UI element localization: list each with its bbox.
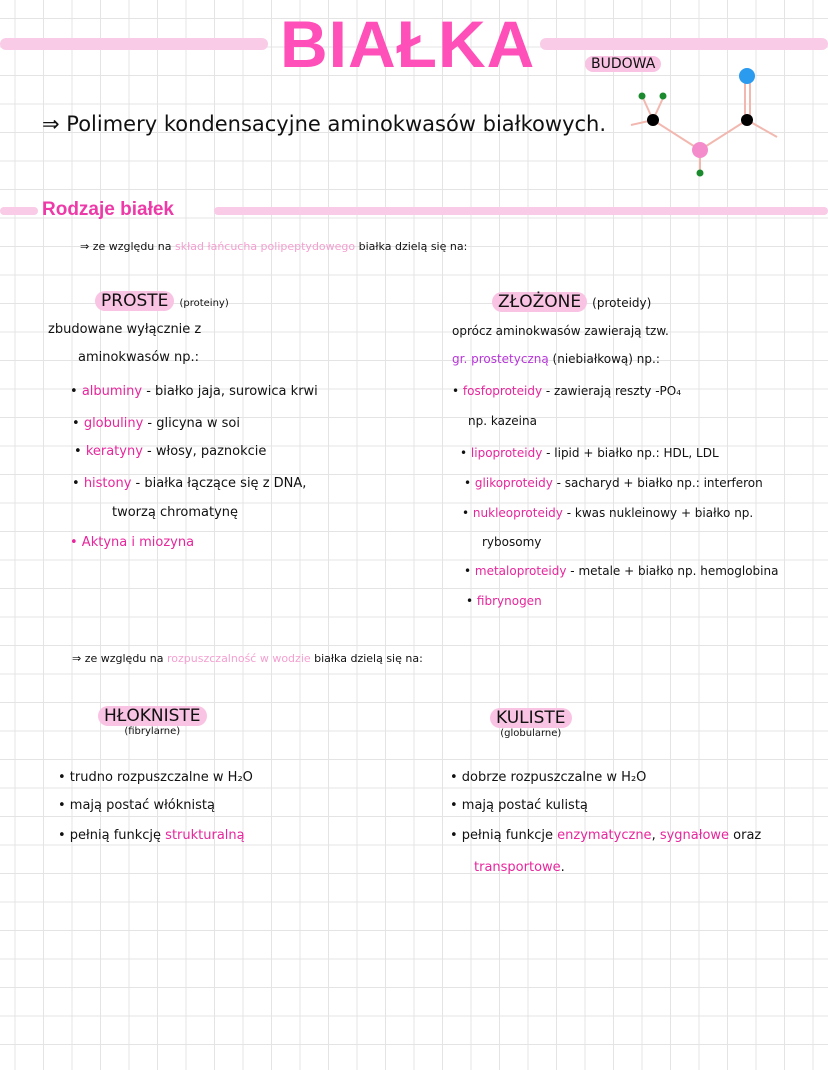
highlighted-term: fosfoproteidy bbox=[462, 384, 543, 398]
text-segment: ⇒ ze względu na bbox=[80, 240, 175, 253]
alpha-carbon-atom bbox=[692, 142, 708, 158]
text-segment: - białka łączące się z DNA, bbox=[131, 476, 307, 491]
text-segment: . bbox=[560, 860, 565, 875]
text-segment: - zawierają reszty -PO₄ bbox=[542, 384, 682, 398]
list-item bbox=[464, 564, 778, 578]
complex-heading-note: (proteidy) bbox=[592, 296, 652, 310]
text-segment: - białko jaja, surowica krwi bbox=[142, 384, 318, 399]
highlighted-term: glikoproteidy bbox=[474, 476, 553, 490]
list-item bbox=[450, 828, 761, 843]
fibrous-heading bbox=[98, 706, 207, 737]
highlighted-term: nukleoproteidy bbox=[472, 506, 563, 520]
text-segment: - włosy, paznokcie bbox=[142, 444, 267, 459]
highlighted-term: sygnałowe bbox=[659, 828, 730, 843]
list-item bbox=[72, 476, 306, 491]
title-band-right bbox=[540, 38, 828, 50]
list-item bbox=[450, 770, 646, 785]
list-item bbox=[462, 506, 753, 520]
text-segment: • trudno rozpuszczalne w H₂O bbox=[58, 770, 253, 785]
intro-line bbox=[42, 112, 606, 136]
hydrogen-atom bbox=[639, 93, 646, 100]
text-segment: • mają postać włóknistą bbox=[58, 798, 215, 813]
text-segment: - sacharyd + białko np.: interferon bbox=[552, 476, 763, 490]
text-segment: ⇒ bbox=[42, 112, 67, 136]
page-title: BIAŁKA bbox=[280, 7, 536, 81]
simple-heading bbox=[95, 291, 229, 311]
text-segment: oraz bbox=[729, 828, 762, 843]
highlighted-term: • Aktyna i miozyna bbox=[70, 535, 195, 550]
complex-heading bbox=[492, 292, 651, 312]
list-item bbox=[466, 594, 542, 608]
division-criterion-1 bbox=[80, 240, 467, 253]
text-segment: • bbox=[464, 476, 475, 490]
list-item bbox=[464, 476, 763, 490]
text-segment: • bbox=[72, 416, 84, 431]
text-segment: • bbox=[72, 476, 84, 491]
fibrous-heading-note: (fibrylarne) bbox=[124, 726, 181, 737]
text-segment: • mają postać kulistą bbox=[450, 798, 588, 813]
list-item bbox=[70, 384, 318, 399]
highlighted-term: keratyny bbox=[85, 444, 143, 459]
fibrous-heading-text: HŁOKNISTE bbox=[98, 706, 207, 726]
text-segment: aminokwasów np.: bbox=[78, 350, 200, 365]
list-item bbox=[70, 535, 194, 550]
highlighted-term: albuminy bbox=[81, 384, 143, 399]
list-item bbox=[58, 828, 245, 843]
list-item bbox=[48, 322, 201, 337]
highlighted-term: lipoproteidy bbox=[470, 446, 543, 460]
hydrogen-atom bbox=[660, 93, 667, 100]
highlighted-term: strukturalną bbox=[165, 828, 245, 843]
text-segment: • pełnią funkcję bbox=[58, 828, 166, 843]
complex-heading-text: ZŁOŻONE bbox=[492, 292, 587, 312]
simple-heading-text: PROSTE bbox=[95, 291, 174, 311]
text-segment: • bbox=[452, 384, 463, 398]
globular-heading-note: (globularne) bbox=[500, 728, 562, 739]
text-segment: zbudowane wyłącznie z bbox=[48, 322, 202, 337]
section-title: Rodzaje białek bbox=[42, 199, 174, 220]
division-criterion-2 bbox=[72, 652, 423, 665]
globular-heading-text: KULISTE bbox=[490, 708, 572, 728]
highlighted-term: histony bbox=[83, 476, 132, 491]
list-item bbox=[468, 414, 537, 428]
list-item bbox=[452, 324, 669, 338]
highlighted-term: enzymatyczne bbox=[557, 828, 652, 843]
text-segment: • dobrze rozpuszczalne w H₂O bbox=[450, 770, 647, 785]
section-band-right bbox=[214, 207, 828, 215]
text-segment: oprócz aminokwasów zawierają tzw. bbox=[452, 324, 669, 338]
oxygen-atom bbox=[739, 68, 755, 84]
highlighted-term: rozpuszczalność w wodzie bbox=[167, 652, 311, 665]
simple-heading-note: (proteiny) bbox=[179, 298, 229, 309]
text-segment: - glicyna w soi bbox=[143, 416, 240, 431]
structure-label-text: BUDOWA bbox=[585, 56, 661, 72]
list-item bbox=[452, 384, 681, 398]
list-item bbox=[112, 505, 238, 520]
text-segment: , bbox=[651, 828, 660, 843]
highlighted-term: fibrynogen bbox=[476, 594, 542, 608]
text-segment: białka dzielą się na: bbox=[310, 652, 423, 665]
section-band-left bbox=[0, 207, 38, 215]
list-item bbox=[58, 798, 215, 813]
list-item bbox=[482, 535, 541, 549]
list-item bbox=[58, 770, 253, 785]
title-band-left bbox=[0, 38, 268, 50]
list-item bbox=[460, 446, 719, 460]
list-item bbox=[474, 860, 565, 875]
text-segment: • bbox=[70, 384, 82, 399]
text-segment: - metale + białko np. hemoglobina bbox=[566, 564, 779, 578]
list-item bbox=[78, 350, 199, 365]
highlighted-term: skład łańcucha polipeptydowego bbox=[175, 240, 356, 253]
text-segment: białka dzielą się na: bbox=[355, 240, 468, 253]
text-segment: • pełnią funkcje bbox=[450, 828, 558, 843]
text-segment: - kwas nukleinowy + białko np. bbox=[562, 506, 754, 520]
globular-heading bbox=[490, 708, 572, 739]
text-segment: (niebiałkową) np.: bbox=[548, 352, 660, 366]
list-item bbox=[74, 444, 266, 459]
list-item bbox=[450, 798, 588, 813]
text-segment: • bbox=[460, 446, 471, 460]
text-segment: - lipid + białko np.: HDL, LDL bbox=[542, 446, 719, 460]
text-segment: • bbox=[464, 564, 475, 578]
list-item bbox=[452, 352, 660, 366]
text-segment: Polimery kondensacyjne aminokwasów białkowych. bbox=[66, 112, 607, 136]
highlighted-term: transportowe bbox=[474, 860, 561, 875]
text-segment: • bbox=[462, 506, 473, 520]
highlighted-term: metaloproteidy bbox=[474, 564, 567, 578]
text-segment: • bbox=[74, 444, 86, 459]
text-segment: • bbox=[466, 594, 477, 608]
text-segment: np. kazeina bbox=[468, 414, 537, 428]
text-segment: tworzą chromatynę bbox=[112, 505, 239, 520]
text-segment: ⇒ ze względu na bbox=[72, 652, 167, 665]
amino-acid-structure-diagram bbox=[625, 65, 825, 185]
nitrogen-atom bbox=[647, 114, 659, 126]
highlighted-term: gr. prostetyczną bbox=[452, 352, 549, 366]
text-segment: rybosomy bbox=[482, 535, 542, 549]
hydrogen-atom bbox=[697, 170, 704, 177]
carbon-atom bbox=[741, 114, 753, 126]
highlighted-term: globuliny bbox=[83, 416, 144, 431]
list-item bbox=[72, 416, 240, 431]
